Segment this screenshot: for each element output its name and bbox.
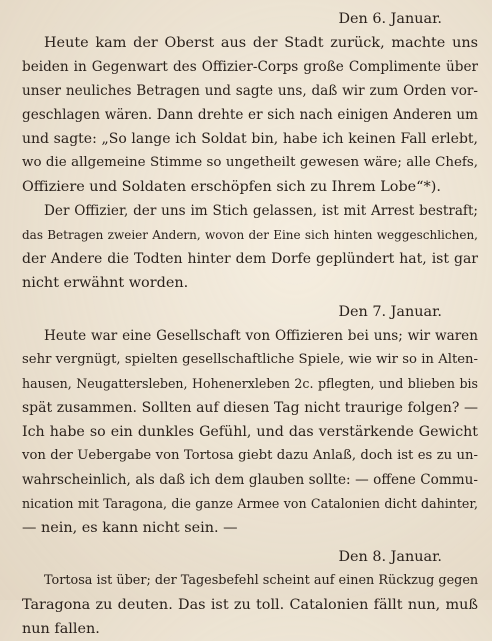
entry-date: Den 8. Januar. xyxy=(338,549,442,565)
text-line: wahrscheinlich, als daß ich dem glauben sollte: — offene Commu- xyxy=(22,472,478,488)
text-line: beiden in Gegenwart des Offizier-Corps große Complimente über xyxy=(22,59,478,75)
text-line: Tortosa ist über; der Tagesbefehl scheint auf einen Rückzug gegen xyxy=(44,573,479,588)
text-line: Der Offizier, der uns im Stich gelassen, ist mit Arrest bestraft; xyxy=(44,203,478,219)
text-line: unser neuliches Betragen und sagte uns, daß wir zum Orden vor- xyxy=(22,83,478,99)
text-line: Heute kam der Oberst aus der Stadt zurück, machte uns xyxy=(44,35,478,51)
text-line: Ich habe so ein dunkles Gefühl, und das verstärkende Gewicht xyxy=(22,424,478,440)
text-line: geschlagen wären. Dann drehte er sich nach einigen Anderen um xyxy=(22,107,478,123)
text-line: der Andere die Todten hinter dem Dorfe geplündert hat, ist gar xyxy=(22,251,478,267)
text-line: nication mit Taragona, die ganze Armee von Catalonien dicht dahinter, xyxy=(22,496,478,511)
text-line: spät zusammen. Sollten auf diesen Tag nicht traurige folgen? — xyxy=(22,400,478,416)
text-line: hausen, Neugattersleben, Hohenerxleben 2c. pflegten, und blieben bis xyxy=(22,376,478,391)
text-line: wo die allgemeine Stimme so ungetheilt gewesen wäre; alle Chefs, xyxy=(22,155,478,170)
text-line: nicht erwähnt worden. xyxy=(22,275,189,291)
text-line: das Betragen zweier Andern, wovon der Eine sich hinten weggeschlichen, xyxy=(22,228,478,242)
bleed-through-text xyxy=(240,0,492,10)
text-line: nun fallen. xyxy=(22,621,100,637)
text-line: von der Uebergabe von Tortosa giebt dazu Anlaß, doch ist es zu un- xyxy=(22,448,478,463)
text-line: — nein, es kann nicht sein. — xyxy=(22,520,238,536)
text-line: Heute war eine Gesellschaft von Offizieren bei uns; wir waren xyxy=(44,328,478,344)
text-line: Offiziere und Soldaten erschöpfen sich zu Ihrem Lobe“*). xyxy=(22,179,441,195)
entry-date: Den 6. Januar. xyxy=(338,11,442,27)
text-line: sehr vergnügt, spielten gesellschaftliche Spiele, wie wir so in Alten- xyxy=(22,352,478,367)
text-line: Taragona zu deuten. Das ist zu toll. Catalonien fällt nun, muß xyxy=(22,597,478,613)
entry-date: Den 7. Januar. xyxy=(338,304,442,320)
text-line: und sagte: „So lange ich Soldat bin, habe ich keinen Fall erlebt, xyxy=(22,131,478,147)
